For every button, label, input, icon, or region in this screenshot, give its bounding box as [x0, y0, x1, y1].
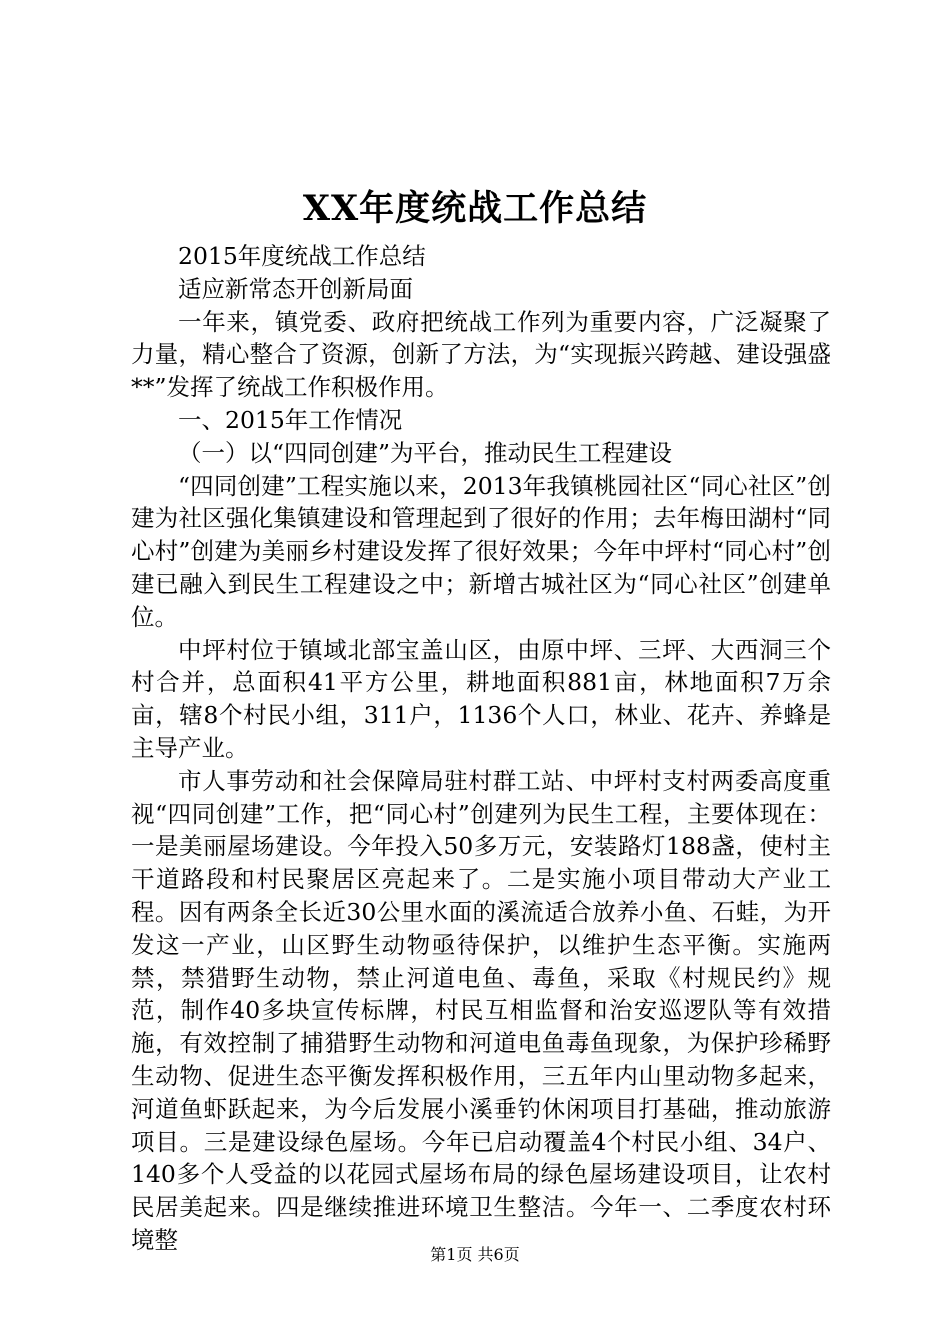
paragraph-intro: 一年来，镇党委、政府把统战工作列为重要内容，广泛凝聚了力量，精心整合了资源，创新了方法，为“实现振兴跨越、建设强盛**”发挥了统战工作积极作用。 [131, 307, 831, 402]
paragraph-four-tong: “四同创建”工程实施以来，2013年我镇桃园社区“同心社区”创建为社区强化集镇建设和管理起到了很好的作用；去年梅田湖村“同心村”创建为美丽乡村建设发挥了很好效果；今年中坪村“同心村”创建已融入到民生工程建设之中；新增古城社区为“同心社区”创建单位。 [131, 471, 831, 631]
paragraph-measures: 市人事劳动和社会保障局驻村群工站、中坪村支村两委高度重视“四同创建”工作，把“同心村”创建列为民生工程，主要体现在：一是美丽屋场建设。今年投入50多万元，安装路灯188盏，使村主干道路段和村民聚居区亮起来了。二是实施小项目带动大产业工程。因有两条全长近30公里水面的溪流适合放养小鱼、石蛙，为开发这一产业，山区野生动物亟待保护，以维护生态平衡。实施两禁，禁猎野生动物，禁止河道电鱼、毒鱼，采取《村规民约》规范，制作40多块宣传标牌，村民互相监督和治安巡逻队等有效措施，有效控制了捕猎野生动物和河道电鱼毒鱼现象，为保护珍稀野生动物、促进生态平衡发挥积极作用，三五年内山里动物多起来，河道鱼虾跃起来，为今后发展小溪垂钓休闲项目打基础，推动旅游项目。三是建设绿色屋场。今年已启动覆盖4个村民小组、34户、140多个人受益的以花园式屋场布局的绿色屋场建设项目，让农村民居美起来。四是继续推进环境卫生整洁。今年一、二季度农村环境整 [131, 766, 831, 1254]
paragraph-subtitle-year: 2015年度统战工作总结 [178, 242, 426, 270]
paragraph-subtitle-theme: 适应新常态开创新局面 [178, 274, 413, 303]
subsection-heading: （一）以“四同创建”为平台，推动民生工程建设 [178, 438, 673, 467]
document-title: XX年度统战工作总结 [302, 188, 648, 229]
page-number: 第1页 共6页 [430, 1245, 520, 1264]
section-heading: 一、2015年工作情况 [178, 405, 403, 434]
paragraph-zhongping-village: 中坪村位于镇域北部宝盖山区，由原中坪、三坪、大西洞三个村合并，总面积41平方公里，耕地面积881亩，林地面积7万余亩，辖8个村民小组，311户，1136个人口，林业、花卉、养蜂是主导产业。 [131, 635, 831, 762]
document-body [131, 240, 831, 1257]
